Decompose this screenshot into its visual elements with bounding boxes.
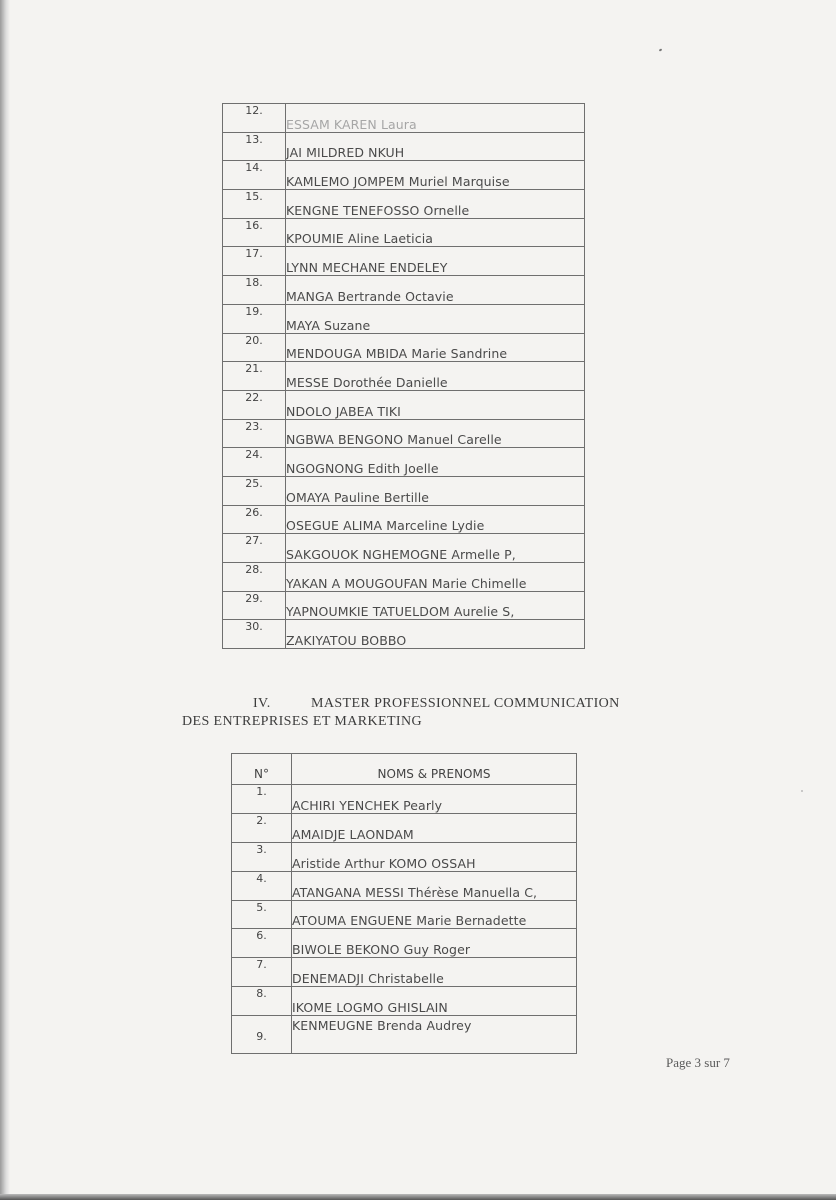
row-number: 29.	[223, 591, 286, 620]
row-number: 6.	[232, 929, 292, 958]
row-number: 15.	[223, 190, 286, 219]
table-row	[223, 591, 585, 620]
row-number: 22.	[223, 390, 286, 419]
table-row	[223, 448, 585, 477]
row-name: IKOME LOGMO GHISLAIN	[292, 987, 577, 1016]
table-row	[223, 190, 585, 219]
table-row	[232, 842, 577, 871]
column-header-names: NOMS & PRENOMS	[292, 754, 577, 785]
table-row	[223, 333, 585, 362]
table-row	[223, 304, 585, 333]
row-name: ACHIRI YENCHEK Pearly	[292, 785, 577, 814]
row-number: 5.	[232, 900, 292, 929]
row-name: AMAIDJE LAONDAM	[292, 813, 577, 842]
row-name: JAI MILDRED NKUH	[286, 132, 585, 161]
table-row	[223, 390, 585, 419]
row-name: YAKAN A MOUGOUFAN Marie Chimelle	[286, 563, 585, 592]
section-numeral: IV.	[253, 696, 271, 711]
table-row	[232, 813, 577, 842]
scan-speck	[801, 790, 803, 792]
row-number: 14.	[223, 161, 286, 190]
row-name: ATOUMA ENGUENE Marie Bernadette	[292, 900, 577, 929]
row-number: 12.	[223, 104, 286, 133]
table-row	[223, 276, 585, 305]
table-header-row	[232, 754, 577, 785]
row-name: LYNN MECHANE ENDELEY	[286, 247, 585, 276]
row-name: MANGA Bertrande Octavie	[286, 276, 585, 305]
row-name: Aristide Arthur KOMO OSSAH	[292, 842, 577, 871]
row-name: DENEMADJI Christabelle	[292, 958, 577, 987]
row-name: MAYA Suzane	[286, 304, 585, 333]
row-number: 16.	[223, 218, 286, 247]
scan-page-edge	[0, 0, 10, 1200]
page-number: Page 3 sur 7	[666, 1055, 730, 1070]
row-number: 28.	[223, 563, 286, 592]
row-name: KENGNE TENEFOSSO Ornelle	[286, 190, 585, 219]
row-name: ZAKIYATOU BOBBO	[286, 620, 585, 649]
row-number: 17.	[223, 247, 286, 276]
table-row	[223, 476, 585, 505]
table-row	[232, 987, 577, 1016]
row-name: NDOLO JABEA TIKI	[286, 390, 585, 419]
table-row	[223, 104, 585, 133]
row-name: YAPNOUMKIE TATUELDOM Aurelie S,	[286, 591, 585, 620]
table-row	[223, 563, 585, 592]
row-number: 20.	[223, 333, 286, 362]
row-name: ATANGANA MESSI Thérèse Manuella C,	[292, 871, 577, 900]
section-heading	[253, 695, 620, 713]
row-number: 7.	[232, 958, 292, 987]
row-name: SAKGOUOK NGHEMOGNE Armelle P,	[286, 534, 585, 563]
table-row	[223, 132, 585, 161]
row-number: 26.	[223, 505, 286, 534]
names-table-section-iv	[231, 753, 577, 1054]
row-name: NGBWA BENGONO Manuel Carelle	[286, 419, 585, 448]
table-row	[232, 1016, 577, 1054]
row-number: 4.	[232, 871, 292, 900]
scan-speck	[659, 48, 663, 51]
row-number: 13.	[223, 132, 286, 161]
table-row	[223, 247, 585, 276]
row-name: OSEGUE ALIMA Marceline Lydie	[286, 505, 585, 534]
scan-bottom-edge	[0, 1194, 836, 1200]
table-row	[223, 218, 585, 247]
column-header-number: N°	[232, 754, 292, 785]
table-row	[223, 362, 585, 391]
table-row	[232, 900, 577, 929]
section-title-line-1: MASTER PROFESSIONNEL COMMUNICATION	[311, 696, 620, 711]
row-number: 30.	[223, 620, 286, 649]
row-number: 3.	[232, 842, 292, 871]
row-name: KAMLEMO JOMPEM Muriel Marquise	[286, 161, 585, 190]
row-name: KPOUMIE Aline Laeticia	[286, 218, 585, 247]
row-number: 8.	[232, 987, 292, 1016]
table-row	[223, 419, 585, 448]
table-row	[232, 785, 577, 814]
row-number: 25.	[223, 476, 286, 505]
row-number: 24.	[223, 448, 286, 477]
row-name: BIWOLE BEKONO Guy Roger	[292, 929, 577, 958]
table-row	[223, 620, 585, 649]
row-name: MENDOUGA MBIDA Marie Sandrine	[286, 333, 585, 362]
table-row	[223, 534, 585, 563]
row-number: 1.	[232, 785, 292, 814]
row-number: 2.	[232, 813, 292, 842]
row-number: 27.	[223, 534, 286, 563]
names-table-continued	[222, 103, 585, 649]
row-number: 9.	[232, 1016, 292, 1054]
row-name: MESSE Dorothée Danielle	[286, 362, 585, 391]
row-number: 18.	[223, 276, 286, 305]
table-row	[232, 871, 577, 900]
row-name: ESSAM KAREN Laura	[286, 104, 585, 133]
row-name: KENMEUGNE Brenda Audrey	[292, 1016, 577, 1054]
table-row	[223, 161, 585, 190]
section-title-line-2: DES ENTREPRISES ET MARKETING	[182, 714, 423, 729]
table-row	[223, 505, 585, 534]
row-number: 21.	[223, 362, 286, 391]
row-number: 23.	[223, 419, 286, 448]
row-name: NGOGNONG Edith Joelle	[286, 448, 585, 477]
table-row	[232, 929, 577, 958]
table-row	[232, 958, 577, 987]
row-name: OMAYA Pauline Bertille	[286, 476, 585, 505]
row-number: 19.	[223, 304, 286, 333]
